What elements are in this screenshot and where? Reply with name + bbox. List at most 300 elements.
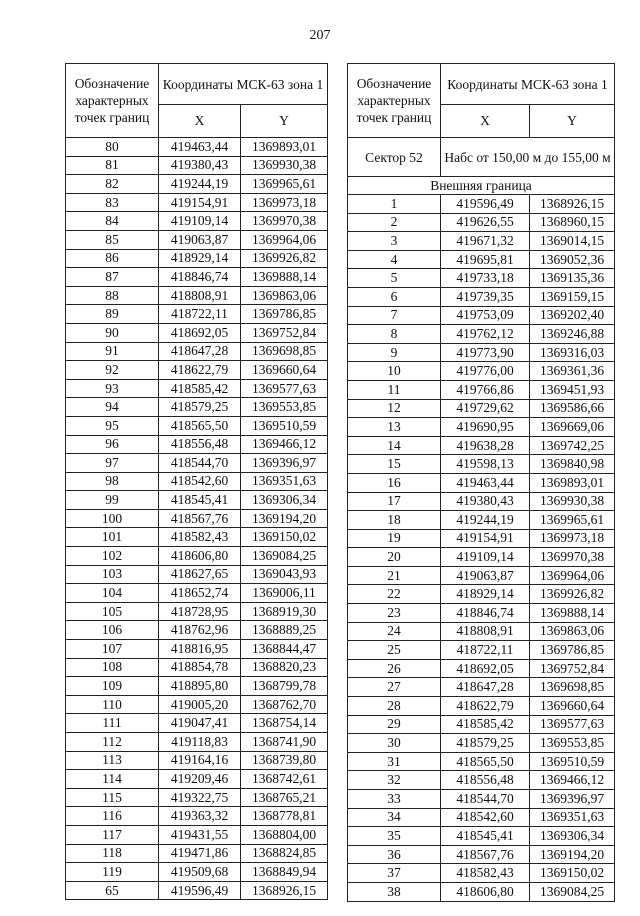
point-number-cell: 25 [348,641,441,660]
point-number-cell: 105 [66,602,159,621]
table-row [66,509,328,528]
y-coordinate-cell: 1368762,70 [241,695,328,714]
y-coordinate-cell: 1369660,64 [530,697,615,716]
x-coordinate-cell: 418565,50 [441,752,530,771]
x-coordinate-cell: 418545,41 [159,491,241,510]
y-coordinate-cell: 1369510,59 [530,752,615,771]
y-coordinate-cell: 1369150,02 [530,864,615,883]
x-coordinate-cell: 418567,76 [159,509,241,528]
y-coordinate-cell: 1368742,61 [241,770,328,789]
x-coordinate-cell: 419773,90 [441,343,530,362]
y-coordinate-cell: 1369351,63 [530,808,615,827]
y-coordinate-cell: 1369888,14 [530,604,615,623]
page-number: 207 [309,28,331,43]
table-row [348,418,615,437]
y-coordinate-cell: 1369973,18 [241,193,328,212]
x-coordinate-cell: 419063,87 [159,230,241,249]
point-number-cell: 104 [66,584,159,603]
table-row [348,641,615,660]
x-coordinate-cell: 419109,14 [441,548,530,567]
x-coordinate-cell: 419164,16 [159,751,241,770]
coordinates-table-left [65,63,328,900]
header-x: X [441,105,530,138]
x-coordinate-cell: 419638,28 [441,436,530,455]
x-coordinate-cell: 418585,42 [159,379,241,398]
y-coordinate-cell: 1368919,30 [241,602,328,621]
x-coordinate-cell: 418808,91 [441,622,530,641]
y-coordinate-cell: 1369965,61 [530,511,615,530]
y-coordinate-cell: 1368765,21 [241,788,328,807]
point-number-cell: 91 [66,342,159,361]
table-row [348,213,615,232]
table-row [66,881,328,900]
y-coordinate-cell: 1369466,12 [241,435,328,454]
table-row [66,844,328,863]
x-coordinate-cell: 418606,80 [441,882,530,901]
table-row [66,751,328,770]
table-row [66,677,328,696]
x-coordinate-cell: 418722,11 [159,305,241,324]
x-coordinate-cell: 419695,81 [441,250,530,269]
x-coordinate-cell: 419596,49 [441,195,530,214]
y-coordinate-cell: 1369194,20 [241,509,328,528]
table-row [66,547,328,566]
point-number-cell: 116 [66,807,159,826]
point-number-cell: 90 [66,323,159,342]
point-number-cell: 111 [66,714,159,733]
x-coordinate-cell: 418728,95 [159,602,241,621]
table-row [66,565,328,584]
x-coordinate-cell: 419047,41 [159,714,241,733]
x-coordinate-cell: 419244,19 [441,511,530,530]
table-row [66,175,328,194]
point-number-cell: 93 [66,379,159,398]
point-number-cell: 92 [66,361,159,380]
y-coordinate-cell: 1369863,06 [241,286,328,305]
x-coordinate-cell: 418579,25 [441,734,530,753]
point-number-cell: 17 [348,492,441,511]
point-number-cell: 20 [348,548,441,567]
x-coordinate-cell: 419322,75 [159,788,241,807]
x-coordinate-cell: 419109,14 [159,212,241,231]
point-number-cell: 12 [348,399,441,418]
x-coordinate-cell: 419463,44 [441,473,530,492]
x-coordinate-cell: 419063,87 [441,566,530,585]
header-y: Y [241,105,328,138]
table-row [348,808,615,827]
y-coordinate-cell: 1368820,23 [241,658,328,677]
point-number-cell: 6 [348,287,441,306]
y-coordinate-cell: 1369926,82 [241,249,328,268]
y-coordinate-cell: 1368844,47 [241,640,328,659]
table-row [348,287,615,306]
x-coordinate-cell: 419766,86 [441,380,530,399]
y-coordinate-cell: 1369970,38 [241,212,328,231]
point-number-cell: 16 [348,473,441,492]
point-number-cell: 3 [348,232,441,251]
point-number-cell: 23 [348,604,441,623]
table-row [348,343,615,362]
y-coordinate-cell: 1368926,15 [530,195,615,214]
point-number-cell: 84 [66,212,159,231]
table-row [348,566,615,585]
x-coordinate-cell: 419776,00 [441,362,530,381]
x-coordinate-cell: 418542,60 [441,808,530,827]
y-coordinate-cell: 1369043,93 [241,565,328,584]
point-number-cell: 101 [66,528,159,547]
point-number-cell: 100 [66,509,159,528]
x-coordinate-cell: 419690,95 [441,418,530,437]
point-number-cell: 1 [348,195,441,214]
point-number-cell: 115 [66,788,159,807]
y-coordinate-cell: 1369669,06 [530,418,615,437]
y-coordinate-cell: 1369965,61 [241,175,328,194]
table-row [66,788,328,807]
y-coordinate-cell: 1369306,34 [530,827,615,846]
y-coordinate-cell: 1369930,38 [530,492,615,511]
table-row [66,640,328,659]
x-coordinate-cell: 418816,95 [159,640,241,659]
point-number-cell: 31 [348,752,441,771]
table-row [66,342,328,361]
table-row [348,269,615,288]
table-row [66,528,328,547]
point-number-cell: 11 [348,380,441,399]
point-number-cell: 96 [66,435,159,454]
point-number-cell: 103 [66,565,159,584]
x-coordinate-cell: 418556,48 [441,771,530,790]
point-number-cell: 97 [66,454,159,473]
table-row [66,863,328,882]
point-number-cell: 107 [66,640,159,659]
point-number-cell: 119 [66,863,159,882]
table-row [66,305,328,324]
table-row [348,250,615,269]
table-row [66,212,328,231]
point-number-cell: 81 [66,156,159,175]
x-coordinate-cell: 418808,91 [159,286,241,305]
point-number-cell: 21 [348,566,441,585]
point-number-cell: 27 [348,678,441,697]
point-number-cell: 18 [348,511,441,530]
x-coordinate-cell: 419463,44 [159,138,241,157]
y-coordinate-cell: 1369752,84 [530,659,615,678]
x-coordinate-cell: 419118,83 [159,733,241,752]
x-coordinate-cell: 419739,35 [441,287,530,306]
table-row [66,286,328,305]
x-coordinate-cell: 418565,50 [159,416,241,435]
table-row [348,845,615,864]
y-coordinate-cell: 1369698,85 [241,342,328,361]
y-coordinate-cell: 1369194,20 [530,845,615,864]
x-coordinate-cell: 419209,46 [159,770,241,789]
x-coordinate-cell: 419380,43 [441,492,530,511]
y-coordinate-cell: 1369510,59 [241,416,328,435]
point-number-cell: 82 [66,175,159,194]
point-number-cell: 89 [66,305,159,324]
table-row [348,473,615,492]
x-coordinate-cell: 418647,28 [441,678,530,697]
table-row [66,193,328,212]
point-number-cell: 14 [348,436,441,455]
y-coordinate-cell: 1369202,40 [530,306,615,325]
x-coordinate-cell: 419431,55 [159,825,241,844]
x-coordinate-cell: 419509,68 [159,863,241,882]
y-coordinate-cell: 1369970,38 [530,548,615,567]
x-coordinate-cell: 419753,09 [441,306,530,325]
x-coordinate-cell: 418544,70 [441,790,530,809]
point-number-cell: 34 [348,808,441,827]
point-number-cell: 80 [66,138,159,157]
table-row [348,678,615,697]
table-row [66,770,328,789]
x-coordinate-cell: 418647,28 [159,342,241,361]
y-coordinate-cell: 1369553,85 [530,734,615,753]
sector-row [348,138,615,177]
point-number-cell: 30 [348,734,441,753]
table-row [66,807,328,826]
table-row [348,604,615,623]
table-row [66,379,328,398]
x-coordinate-cell: 419154,91 [159,193,241,212]
table-row [348,659,615,678]
table-row [348,325,615,344]
y-coordinate-cell: 1369006,11 [241,584,328,603]
y-coordinate-cell: 1369351,63 [241,472,328,491]
table-row [66,733,328,752]
point-number-cell: 19 [348,529,441,548]
y-coordinate-cell: 1369742,25 [530,436,615,455]
x-coordinate-cell: 418622,79 [441,697,530,716]
header-x: X [159,105,241,138]
table-row [66,416,328,435]
x-coordinate-cell: 418544,70 [159,454,241,473]
x-coordinate-cell: 418929,14 [159,249,241,268]
point-number-cell: 65 [66,881,159,900]
table-row [66,323,328,342]
point-number-cell: 102 [66,547,159,566]
point-number-cell: 94 [66,398,159,417]
table-row [66,435,328,454]
table-row [66,361,328,380]
boundary-row [348,177,615,195]
point-number-cell: 108 [66,658,159,677]
y-coordinate-cell: 1369786,85 [530,641,615,660]
y-coordinate-cell: 1369150,02 [241,528,328,547]
y-coordinate-cell: 1369396,97 [530,790,615,809]
point-number-cell: 36 [348,845,441,864]
table-row [348,622,615,641]
y-coordinate-cell: 1369840,98 [530,455,615,474]
table-row [348,492,615,511]
point-number-cell: 95 [66,416,159,435]
y-coordinate-cell: 1369964,06 [530,566,615,585]
x-coordinate-cell: 419598,13 [441,455,530,474]
y-coordinate-cell: 1369577,63 [241,379,328,398]
y-coordinate-cell: 1369973,18 [530,529,615,548]
point-number-cell: 4 [348,250,441,269]
point-number-cell: 106 [66,621,159,640]
point-number-cell: 32 [348,771,441,790]
y-coordinate-cell: 1369316,03 [530,343,615,362]
point-number-cell: 24 [348,622,441,641]
x-coordinate-cell: 418652,74 [159,584,241,603]
x-coordinate-cell: 419671,32 [441,232,530,251]
y-coordinate-cell: 1368799,78 [241,677,328,696]
x-coordinate-cell: 418542,60 [159,472,241,491]
point-number-cell: 109 [66,677,159,696]
table-row [348,697,615,716]
point-number-cell: 35 [348,827,441,846]
x-coordinate-cell: 419729,62 [441,399,530,418]
y-coordinate-cell: 1369964,06 [241,230,328,249]
x-coordinate-cell: 418567,76 [441,845,530,864]
x-coordinate-cell: 418582,43 [441,864,530,883]
point-number-cell: 15 [348,455,441,474]
table-row [348,790,615,809]
y-coordinate-cell: 1369660,64 [241,361,328,380]
y-coordinate-cell: 1369926,82 [530,585,615,604]
x-coordinate-cell: 418606,80 [159,547,241,566]
table-row [348,399,615,418]
y-coordinate-cell: 1368889,25 [241,621,328,640]
table-row [66,695,328,714]
y-coordinate-cell: 1369135,36 [530,269,615,288]
table-row [66,714,328,733]
x-coordinate-cell: 418762,96 [159,621,241,640]
y-coordinate-cell: 1368849,94 [241,863,328,882]
y-coordinate-cell: 1369698,85 [530,678,615,697]
x-coordinate-cell: 419762,12 [441,325,530,344]
x-coordinate-cell: 418846,74 [441,604,530,623]
x-coordinate-cell: 418895,80 [159,677,241,696]
y-coordinate-cell: 1368960,15 [530,213,615,232]
point-number-cell: 98 [66,472,159,491]
header-y: Y [530,105,615,138]
point-number-cell: 83 [66,193,159,212]
table-row [348,455,615,474]
y-coordinate-cell: 1369577,63 [530,715,615,734]
table-row [66,156,328,175]
table-row [348,232,615,251]
point-number-cell: 29 [348,715,441,734]
y-coordinate-cell: 1369246,88 [530,325,615,344]
y-coordinate-cell: 1369361,36 [530,362,615,381]
y-coordinate-cell: 1369893,01 [241,138,328,157]
point-number-cell: 5 [348,269,441,288]
coordinates-table-right [347,63,615,902]
y-coordinate-cell: 1369752,84 [241,323,328,342]
x-coordinate-cell: 419154,91 [441,529,530,548]
point-number-cell: 10 [348,362,441,381]
y-coordinate-cell: 1368739,80 [241,751,328,770]
point-number-cell: 9 [348,343,441,362]
y-coordinate-cell: 1369159,15 [530,287,615,306]
y-coordinate-cell: 1369052,36 [530,250,615,269]
point-number-cell: 7 [348,306,441,325]
table-row [348,771,615,790]
point-number-cell: 85 [66,230,159,249]
point-number-cell: 26 [348,659,441,678]
x-coordinate-cell: 418692,05 [159,323,241,342]
table-row [348,306,615,325]
x-coordinate-cell: 418692,05 [441,659,530,678]
table-row [66,658,328,677]
y-coordinate-cell: 1369466,12 [530,771,615,790]
y-coordinate-cell: 1369930,38 [241,156,328,175]
point-number-cell: 38 [348,882,441,901]
y-coordinate-cell: 1369306,34 [241,491,328,510]
point-number-cell: 28 [348,697,441,716]
table-row [348,548,615,567]
point-number-cell: 88 [66,286,159,305]
table-row [66,584,328,603]
table-row [66,602,328,621]
x-coordinate-cell: 419596,49 [159,881,241,900]
y-coordinate-cell: 1369888,14 [241,268,328,287]
y-coordinate-cell: 1368778,81 [241,807,328,826]
point-number-cell: 2 [348,213,441,232]
table-row [348,585,615,604]
table-row [66,621,328,640]
point-number-cell: 22 [348,585,441,604]
y-coordinate-cell: 1368754,14 [241,714,328,733]
table-row [66,268,328,287]
table-row [348,734,615,753]
x-coordinate-cell: 419363,32 [159,807,241,826]
sector-height-range: Набс от 150,00 м до 155,00 м [441,138,615,177]
table-row [348,511,615,530]
left-table-body [66,138,328,900]
y-coordinate-cell: 1369863,06 [530,622,615,641]
y-coordinate-cell: 1369786,85 [241,305,328,324]
sector-label: Сектор 52 [348,138,441,177]
y-coordinate-cell: 1369451,93 [530,380,615,399]
table-row [66,398,328,417]
table-row [348,380,615,399]
x-coordinate-cell: 419471,86 [159,844,241,863]
y-coordinate-cell: 1369553,85 [241,398,328,417]
point-number-cell: 8 [348,325,441,344]
table-row [66,825,328,844]
boundary-label: Внешняя граница [348,177,615,195]
y-coordinate-cell: 1369084,25 [530,882,615,901]
x-coordinate-cell: 418556,48 [159,435,241,454]
x-coordinate-cell: 418582,43 [159,528,241,547]
table-row [348,827,615,846]
table-row [348,436,615,455]
right-table-body [348,138,615,902]
y-coordinate-cell: 1368926,15 [241,881,328,900]
point-number-cell: 117 [66,825,159,844]
x-coordinate-cell: 418545,41 [441,827,530,846]
point-number-cell: 13 [348,418,441,437]
x-coordinate-cell: 419005,20 [159,695,241,714]
point-number-cell: 37 [348,864,441,883]
x-coordinate-cell: 419733,18 [441,269,530,288]
x-coordinate-cell: 418846,74 [159,268,241,287]
y-coordinate-cell: 1369084,25 [241,547,328,566]
x-coordinate-cell: 418585,42 [441,715,530,734]
y-coordinate-cell: 1368804,00 [241,825,328,844]
header-coordinates: Координаты МСК-63 зона 1 [441,64,615,105]
table-row [348,864,615,883]
point-number-cell: 33 [348,790,441,809]
y-coordinate-cell: 1369586,66 [530,399,615,418]
x-coordinate-cell: 419626,55 [441,213,530,232]
point-number-cell: 87 [66,268,159,287]
table-row [348,752,615,771]
